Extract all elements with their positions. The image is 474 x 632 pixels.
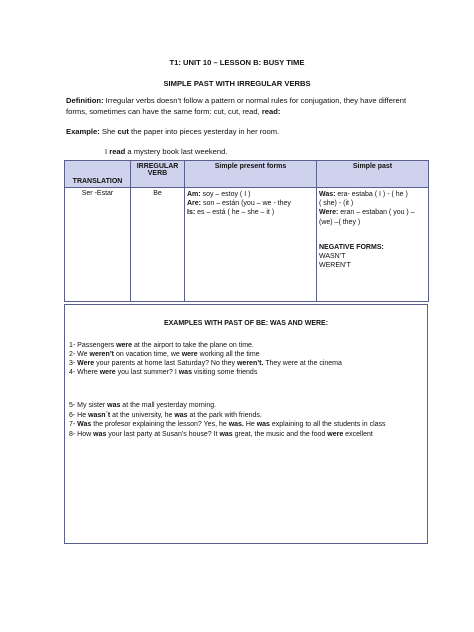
example-text: 8- How [69,431,94,438]
example-line [69,341,254,350]
cell-translation: Ser -Estar [65,188,131,302]
present-form-text: es – está ( he – she – it ) [195,209,275,217]
present-form [187,199,314,208]
example-text: at the mall yesterday morning. [120,402,217,409]
example-2-verb: read [109,147,126,156]
header-translation: TRANSLATION [65,161,131,188]
example-text: He [243,421,257,428]
example-verb: were [116,342,133,349]
definition-label: Definition: [66,96,104,105]
past-form [319,218,426,227]
example-text: visiting some friends [191,369,258,376]
past-form-label: Was: [319,191,336,198]
negative-form: WEREN’T [319,262,351,270]
example-text: 7- [69,421,78,428]
example-2-text-c: a mystery book last weekend. [125,147,228,156]
example-1-text-a: She [99,127,118,136]
example-verb: Were [77,360,95,367]
table-header-row [65,161,429,188]
examples-heading: EXAMPLES WITH PAST OF BE: WAS AND WERE: [163,320,329,327]
present-form-label: Are: [187,200,202,208]
example-sentence-1 [66,127,422,138]
past-form-label: Were: [319,209,339,217]
example-line [69,401,216,410]
examples-box [64,304,428,544]
example-verb: was [256,421,270,428]
example-text: working all the time [197,351,260,358]
example-verb: weren’t [89,351,115,358]
example-verb: were [327,431,344,438]
example-text: 4- Where [69,369,100,376]
example-text: excellent [343,431,373,438]
example-verb: was [174,412,188,419]
example-text: at the park with friends. [187,412,262,419]
example-text: on vacation time, we [114,351,182,358]
example-text: explaining to all the students in class [269,421,386,428]
present-form [187,208,314,217]
past-form-text: (we) –( they ) [319,218,361,226]
past-form-text: era- estaba ( I ) - ( he ) [335,191,408,198]
definition-text: Irregular verbs doesn’t follow a pattern or normal rules for conjugation, they have different forms, sometimes can have the same form: cut, cut, read, [66,96,407,116]
page-title: T1: UNIT 10 – LESSON B: BUSY TIME [169,58,305,67]
example-verb: was. [228,421,244,428]
present-form [187,190,314,199]
cell-verb: Be [131,188,185,302]
negative-form: WASN’T [319,253,346,261]
example-text: 3- [69,360,78,367]
example-verb: was [93,431,107,438]
past-form [319,208,426,217]
cell-present-forms [185,188,317,302]
example-text: at the university, he [110,412,175,419]
example-verb: were [181,351,198,358]
example-verb: was [107,402,121,409]
present-form-text: son – están (you – we - they [201,200,291,208]
example-text: great, the music and the food [232,431,328,438]
past-form [319,190,426,199]
past-form-text: eran – estaban ( you ) – [338,209,415,217]
example-line [69,411,262,420]
example-verb: Was [77,421,92,428]
present-form-text: soy – estoy ( I ) [200,191,251,198]
example-line [69,430,373,439]
example-line [69,350,260,359]
example-line [69,420,386,429]
negative-forms-label [319,243,426,252]
example-text: 2- We [69,351,90,358]
page-subtitle: SIMPLE PAST WITH IRREGULAR VERBS [163,79,311,88]
negative-label-text: NEGATIVE FORMS: [319,243,384,251]
example-text: They were at the cinema [263,360,342,367]
example-line [69,359,342,368]
example-text: 6- He [69,412,89,419]
example-1-text-c: the paper into pieces yesterday in her room. [128,127,280,136]
example-verb: was [178,369,192,376]
example-verb: was [219,431,233,438]
example-text: 1- Passengers [69,342,117,349]
example-verb: weren’t. [236,360,264,367]
example-verb: were [99,369,116,376]
verbs-table [64,160,429,302]
present-form-label: Am: [187,191,201,198]
example-label: Example: [66,127,100,136]
header-irregular-verb: IRREGULAR VERB [131,161,185,188]
example-sentence-2 [105,147,425,158]
past-form [319,199,426,208]
example-line [69,368,257,377]
header-simple-past: Simple past [317,161,429,188]
definition-bold-end: read: [261,106,281,116]
example-1-verb: cut [117,127,129,136]
past-form-text: ( she) - (it ) [319,200,354,208]
present-form-label: Is: [187,209,196,217]
example-text: 5- My sister [69,402,108,409]
example-text: you last summer? I [115,369,179,376]
cell-past-forms [317,188,429,302]
example-text: your parents at home last Saturday? No they [94,360,237,367]
table-row [65,188,429,302]
example-text: your last party at Susan’s house? It [106,431,220,438]
definition-paragraph [66,96,422,117]
example-2-text-a: I [105,147,110,156]
example-text: the profesor explaining the lesson? Yes, he [91,421,229,428]
example-verb: wasn´t [88,412,111,419]
example-text: at the airport to take the plane on time. [132,342,254,349]
header-simple-present: Simple present forms [185,161,317,188]
